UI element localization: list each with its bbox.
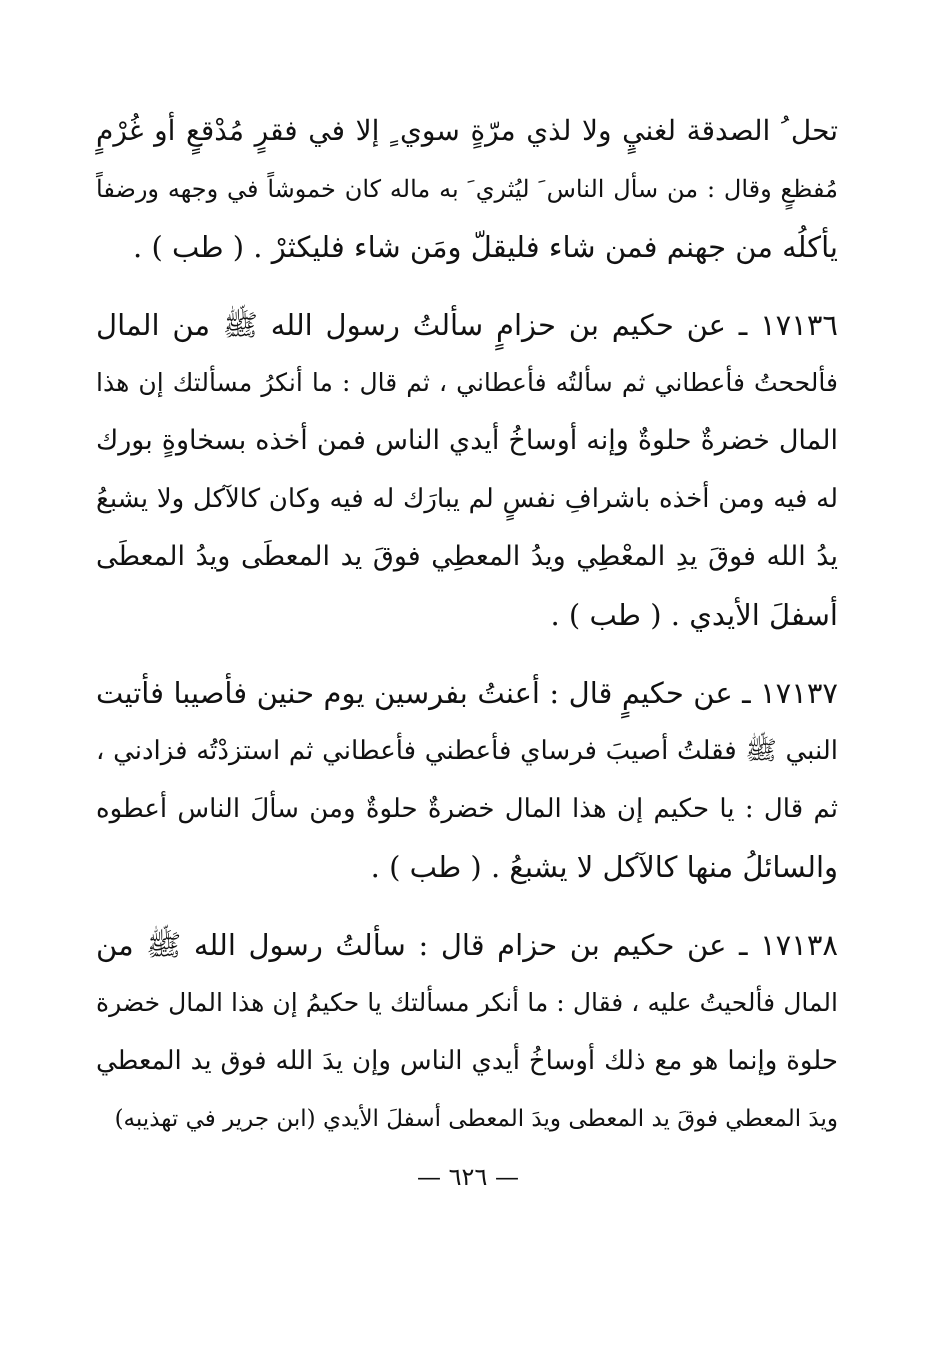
text-line: المال خضرةٌ حلوةٌ وإنه أوساخُ أيدي الناس فمن أخذه بسخاوةٍ بورك — [96, 425, 838, 456]
text-line: ١٧١٣٧ ـ عن حكيمٍ قال : أعنتُ بفرسين يوم حنين فأصيبا فأتيت — [96, 676, 838, 710]
text-line: فألححتُ فأعطاني ثم سألتُه فأعطاني ، ثم قال : ما أنكرُ مسألتك إن هذا — [96, 368, 838, 397]
text-line: حلوة وإنما هو مع ذلك أوساخُ أيدي الناس وإن يدَ الله فوق يد المعطي — [96, 1046, 838, 1076]
text-line: ويدَ المعطي فوقَ يد المعطى ويدَ المعطى أسفلَ الأيدي (ابن جرير في تهذيبه) — [114, 1106, 838, 1132]
text-line: ١٧١٣٨ ـ عن حكيم بن حزام قال : سألتُ رسول الله ﷺ من — [96, 928, 838, 962]
text-line: ١٧١٣٦ ـ عن حكيم بن حزامٍ سألتُ رسول الله ﷺ من المال — [96, 308, 838, 342]
text-line: والسائلُ منها كالآكل لا يشبعُ . ( طب ) . — [370, 850, 838, 884]
text-line: المال فألحيتُ عليه ، فقال : ما أنكر مسألتك يا حكيمُ إن هذا المال خضرة — [96, 988, 838, 1017]
paragraph-continuation — [96, 102, 838, 276]
text-line: أسفلَ الأيدي . ( طب ) . — [550, 598, 838, 632]
page-body — [96, 102, 838, 1148]
text-line: تحل ُ الصدقة لغنيٍ ولا لذي مرّةٍ سوي ٍ إلا في فقرٍ مُدْقعٍ أو غُرْمٍ — [96, 114, 838, 147]
text-line: يدُ الله فوقَ يدِ المعْطِي ويدُ المعطِي فوقَ يد المعطَى ويدُ المعطَى — [96, 541, 838, 572]
text-line: مُفظعٍ وقال : من سأل الناس َ ليُثري َ به ماله كان خموشاً في وجهه ورضفاً — [96, 175, 838, 203]
hadith-17136 — [96, 296, 838, 644]
text-line: يأكلُه من جهنم فمن شاء فليقلّ ومَن شاء فليكثرْ . ( طب ) . — [133, 230, 838, 264]
hadith-17138 — [96, 916, 838, 1148]
text-line: النبي ﷺ فقلتُ أصيبَ فرساي فأعطني فأعطاني ثم استزدْتُه فزادني ، — [96, 736, 838, 766]
hadith-17137 — [96, 664, 838, 896]
text-line: ثم قال : يا حكيم إن هذا المال خضرةٌ حلوةٌ ومن سألَ الناس أعطوه — [96, 794, 838, 824]
text-line: له فيه ومن أخذه باشرافِ نفسٍ لم يبارَك له فيه وكان كالآكل ولا يشبعُ — [96, 484, 838, 514]
page-number: — ٦٢٦ — — [417, 1163, 519, 1191]
